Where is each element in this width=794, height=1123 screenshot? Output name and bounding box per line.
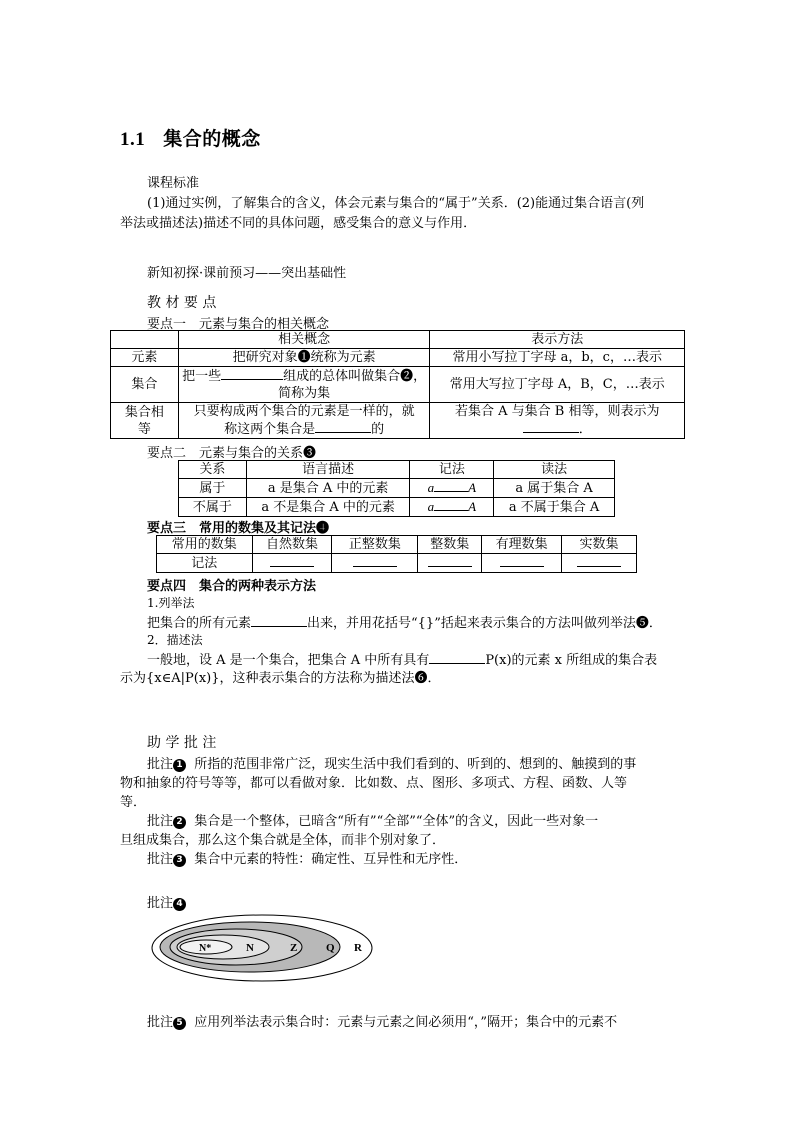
- set-concept-a: 把一些: [182, 369, 222, 384]
- row-label-equal: [111, 403, 179, 439]
- header-rational: 有理数集: [482, 536, 562, 554]
- desc-text-2: 示为{x∈A|P(x)}，这种表示集合的方法称为描述法❻．: [120, 671, 441, 686]
- integer-blank: [428, 554, 472, 567]
- row-label-element: 元素: [111, 349, 179, 367]
- not-belongs-notation: a A: [410, 498, 494, 517]
- natural-blank: [270, 554, 314, 567]
- not-belongs-description: a 不是集合 A 中的元素: [246, 498, 410, 517]
- standards-line-2: 举法或描述法)描述不同的具体问题，感受集合的意义与作用．: [120, 216, 477, 231]
- header-integer: 整数集: [418, 536, 482, 554]
- note-5: 批注 5 应用列举法表示集合时：元素与元素之间必须用“，”隔开；集合中的元素不: [147, 1015, 618, 1030]
- element-method: 常用小写拉丁字母 a，b，c，…表示: [430, 349, 685, 367]
- equal-concept-b: 称这两个集合是: [224, 422, 316, 437]
- not-belongs-reading: a 不属于集合 A: [494, 498, 615, 517]
- point1-heading: 要点一 元素与集合的相关概念: [147, 317, 330, 332]
- point1-table: [110, 330, 685, 439]
- equal-concept: [178, 403, 430, 439]
- note-1-number-icon: 1: [173, 759, 186, 772]
- equal-label-b: 等: [137, 421, 151, 437]
- label-nstar: N*: [199, 943, 212, 954]
- equal-label-a: 集合相: [124, 404, 164, 420]
- standards-heading: 课程标准: [147, 176, 200, 191]
- note-2-number-icon: 2: [173, 816, 186, 829]
- set-method: 常用大写拉丁字母 A，B，C，…表示: [430, 367, 685, 403]
- element-concept: 把研究对象❶统称为元素: [178, 349, 430, 367]
- annotations-heading: 助 学 批 注: [147, 735, 217, 751]
- header-positive-int: 正整数集: [332, 536, 418, 554]
- label-r: R: [354, 942, 362, 954]
- header-common-sets: 常用的数集: [157, 536, 253, 554]
- section-heading: 集合的概念: [163, 128, 261, 150]
- equal-method: [430, 403, 685, 439]
- relation-belongs: 属于: [179, 479, 247, 498]
- header-notation: 记法: [410, 461, 494, 479]
- number-sets-diagram: [150, 912, 380, 984]
- row-label-set: 集合: [111, 367, 179, 403]
- desc-heading: 2．描述法: [147, 633, 203, 647]
- label-z: Z: [290, 942, 298, 954]
- rational-blank: [500, 554, 544, 567]
- note-2-line-2: 旦组成集合，那么这个集合就是全体，而非个别对象了．: [120, 833, 446, 848]
- header-natural: 自然数集: [252, 536, 332, 554]
- label-n: N: [246, 942, 254, 954]
- set-concept-c: 简称为集: [278, 386, 331, 401]
- equal-concept-a: 只要构成两个集合的元素是一样的，就: [193, 404, 415, 419]
- desc-text-1: 一般地，设 A 是一个集合，把集合 A 中所有具有 P(x)的元素 x 所组成的集合表: [147, 653, 658, 668]
- header-relation: 关系: [179, 461, 247, 479]
- note-1-line-1: 批注 1 所指的范围非常广泛，现实生活中我们看到的、听到的、想到的、触摸到的事: [147, 757, 637, 772]
- equal-method-blank: [523, 420, 579, 433]
- col-concept: 相关概念: [178, 331, 430, 349]
- note-4: 批注 4: [147, 892, 186, 911]
- note-4-number-icon: 4: [173, 898, 186, 911]
- point2-heading: 要点二 元素与集合的关系❸: [147, 446, 317, 461]
- belongs-description: a 是集合 A 中的元素: [246, 479, 410, 498]
- set-concept-blank: [221, 367, 283, 380]
- note-3: 批注 3 集合中元素的特性：确定性、互异性和无序性．: [147, 852, 468, 867]
- label-q: Q: [326, 942, 335, 954]
- point2-table: [178, 460, 615, 517]
- belongs-notation: a A: [410, 479, 494, 498]
- real-blank: [577, 554, 621, 567]
- set-concept-b: 组成的总体叫做集合❷，: [283, 369, 427, 384]
- header-reading: 读法: [494, 461, 615, 479]
- section-title: [120, 124, 261, 151]
- positive-int-blank: [353, 554, 397, 567]
- header-real: 实数集: [562, 536, 637, 554]
- textbook-points-heading: 教 材 要 点: [147, 295, 217, 311]
- relation-not-belongs: 不属于: [179, 498, 247, 517]
- enum-heading: 1.列举法: [147, 596, 195, 610]
- enum-text: 把集合的所有元素 出来，并用花括号“{}”括起来表示集合的方法叫做列举法❺．: [147, 616, 662, 631]
- standards-line-1: (1)通过实例，了解集合的含义，体会元素与集合的“属于”关系．(2)能通过集合语言(列: [147, 196, 645, 211]
- col-method: 表示方法: [430, 331, 685, 349]
- note-1-line-3: 等．: [120, 795, 147, 810]
- equal-concept-c: 的: [371, 422, 385, 437]
- belongs-reading: a 属于集合 A: [494, 479, 615, 498]
- section-number: 1.1: [120, 129, 146, 150]
- equal-method-b: ．: [578, 422, 592, 437]
- set-concept: [178, 367, 430, 403]
- note-2-line-1: 批注 2 集合是一个整体，已暗含“所有”“全部”“全体”的含义，因此一些对象一: [147, 814, 599, 829]
- point4-heading: 要点四 集合的两种表示方法: [147, 579, 317, 594]
- point3-heading: 要点三 常用的数集及其记法❹: [147, 521, 330, 536]
- note-5-number-icon: 5: [173, 1017, 186, 1030]
- point3-table: [156, 535, 637, 573]
- notation-label: 记法: [157, 554, 253, 573]
- note-3-number-icon: 3: [173, 854, 186, 867]
- equal-concept-blank: [315, 420, 371, 433]
- equal-method-a: 若集合 A 与集合 B 相等，则表示为: [454, 404, 660, 419]
- note-1-line-2: 物和抽象的符号等等，都可以看做对象．比如数、点、图形、多项式、方程、函数、人等: [120, 776, 628, 791]
- header-description: 语言描述: [246, 461, 410, 479]
- preview-heading: 新知初探·课前预习——突出基础性: [147, 266, 347, 281]
